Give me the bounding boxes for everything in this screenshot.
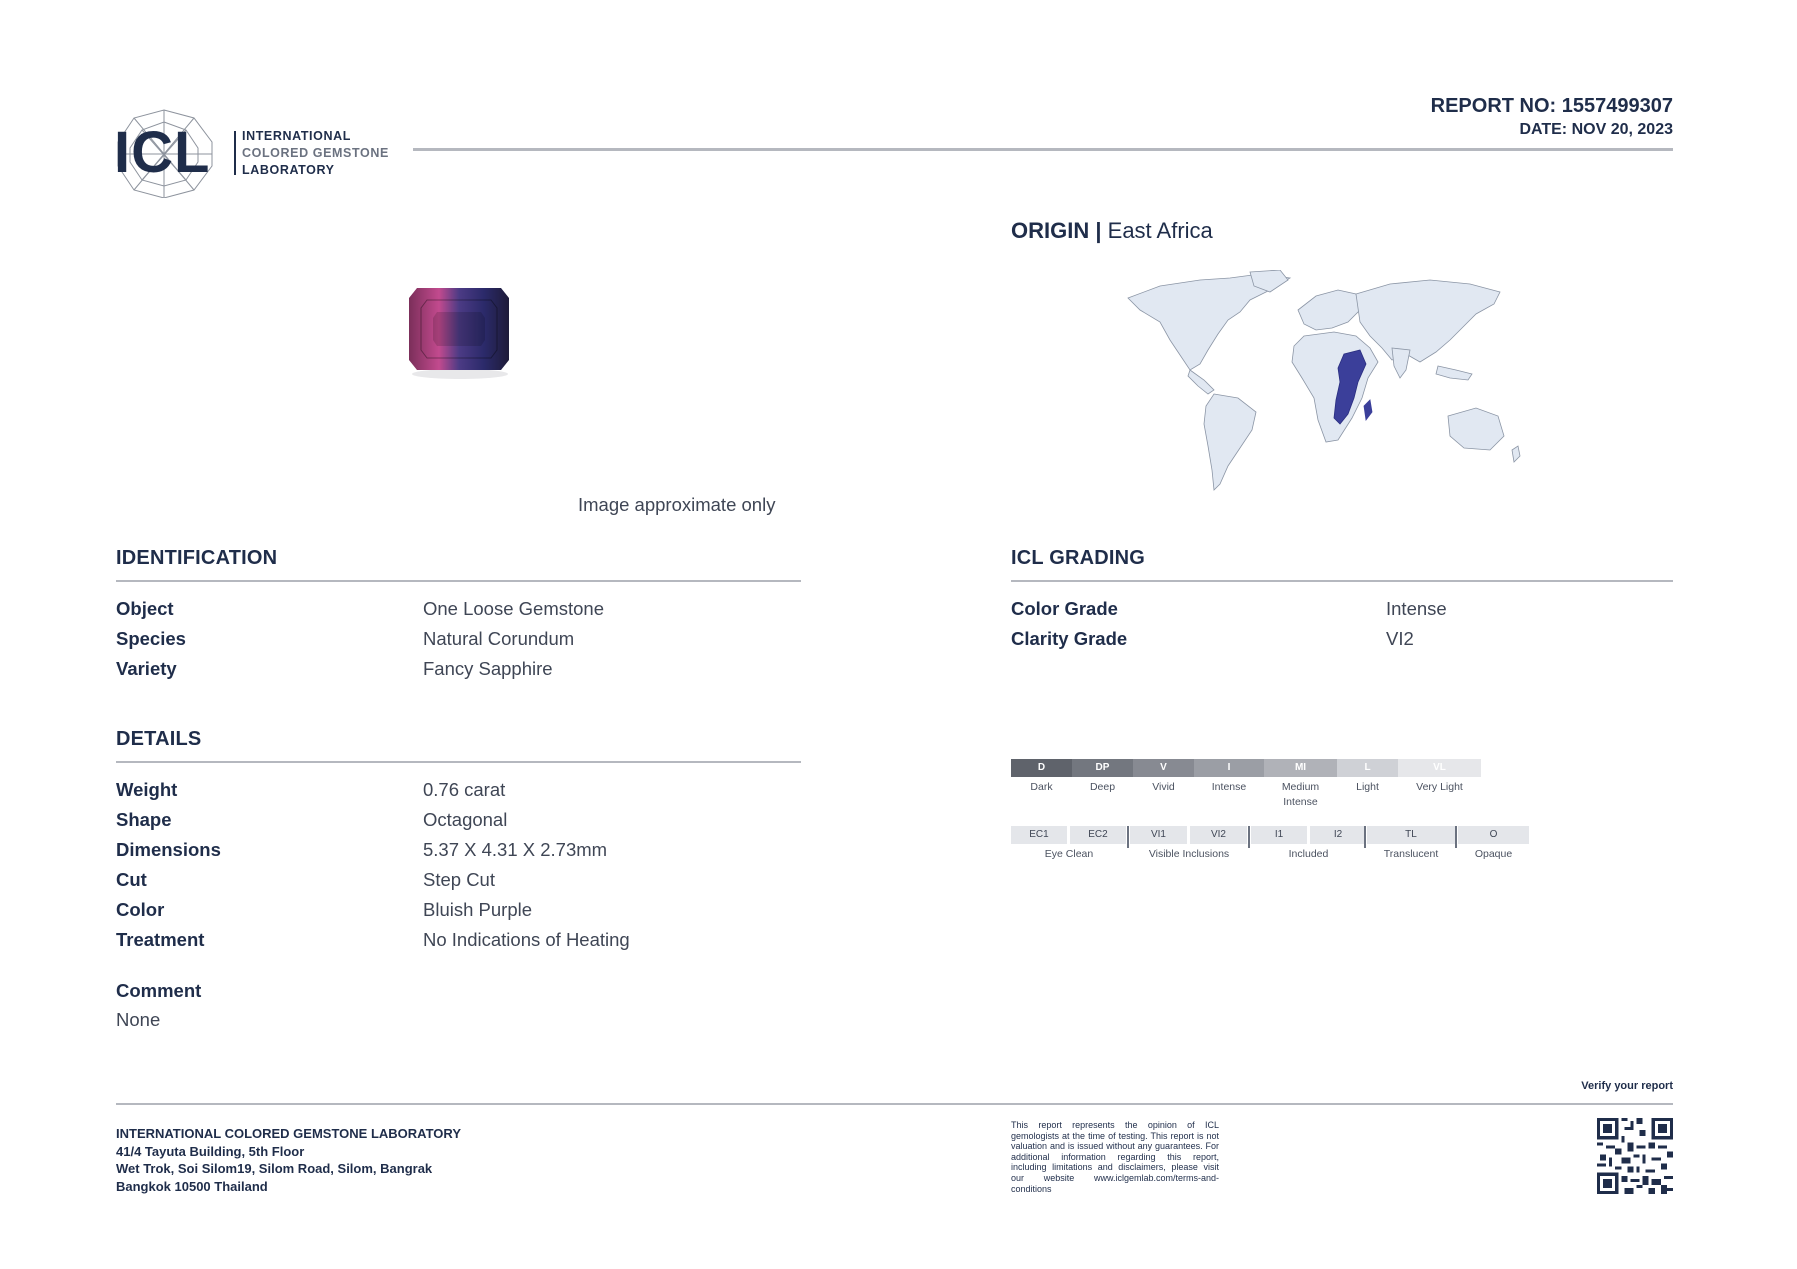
report-date-label: DATE: — [1519, 121, 1568, 138]
clarity-scale-ec2: EC2 — [1070, 826, 1126, 844]
gemstone-image — [405, 286, 515, 386]
grading-label-clarity: Clarity Grade — [1011, 628, 1128, 649]
details-label-shape: Shape — [116, 809, 172, 830]
color-scale-label-deep: Deep — [1089, 781, 1116, 793]
comment-value: None — [116, 1009, 161, 1030]
image-note: Image approximate only — [578, 494, 776, 515]
color-scale-label-dark: Dark — [1030, 781, 1053, 793]
grading-value-color: Intense — [1386, 598, 1447, 619]
details-label-color: Color — [116, 899, 165, 920]
disclaimer-text: This report represents the opinion of ICL gemologists at the time of testing. This report is not valuation and is issued without any guarantees. For additional information regarding this report, including limitations and disclaimers, please visit our website www.iclgemlab.com/terms-and-conditions — [1011, 1120, 1219, 1194]
details-divider — [116, 761, 801, 763]
origin-separator: | — [1095, 218, 1102, 243]
grading-title: ICL GRADING — [1011, 547, 1146, 569]
details-label-dimensions: Dimensions — [116, 839, 221, 860]
color-scale-vl: VL — [1398, 759, 1481, 777]
clarity-scale-vi2: VI2 — [1190, 826, 1247, 844]
details-value-weight: 0.76 carat — [423, 779, 506, 800]
verify-report-link[interactable]: Verify your report — [1581, 1080, 1673, 1092]
color-scale-label-medium: Medium — [1281, 781, 1320, 793]
identification-value-object: One Loose Gemstone — [423, 598, 604, 619]
identification-value-variety: Fancy Sapphire — [423, 658, 553, 679]
color-scale-v: V — [1133, 759, 1194, 777]
comment-label: Comment — [116, 980, 202, 1001]
header-divider — [413, 148, 1673, 151]
logo-letters: ICL — [114, 120, 211, 185]
clarity-separator — [1248, 826, 1250, 848]
origin-value: East Africa — [1107, 218, 1213, 243]
identification-label-object: Object — [116, 598, 174, 619]
clarity-scale-o: O — [1458, 826, 1529, 844]
details-title: DETAILS — [116, 728, 202, 750]
identification-value-species: Natural Corundum — [423, 628, 575, 649]
details-value-cut: Step Cut — [423, 869, 495, 890]
color-scale-label-medium-intense: Intense — [1283, 796, 1318, 808]
color-scale-label-light: Light — [1356, 781, 1379, 793]
clarity-separator — [1455, 826, 1457, 848]
color-scale-dp: DP — [1072, 759, 1133, 777]
color-scale-i: I — [1194, 759, 1264, 777]
color-scale-label-vivid: Vivid — [1152, 781, 1175, 793]
details-value-shape: Octagonal — [423, 809, 508, 830]
grading-divider — [1011, 580, 1673, 582]
clarity-separator — [1127, 826, 1129, 848]
details-value-treatment: No Indications of Heating — [423, 929, 630, 950]
logo-wordmark — [242, 128, 389, 179]
report-number-value: 1557499307 — [1561, 95, 1673, 117]
logo-line-3: LABORATORY — [242, 163, 335, 177]
report-date — [1519, 121, 1673, 139]
color-scale-mi: MI — [1264, 759, 1337, 777]
grading-label-color: Color Grade — [1011, 598, 1118, 619]
origin-label: ORIGIN — [1011, 218, 1090, 243]
clarity-group-eye-clean: Eye Clean — [1044, 848, 1094, 860]
color-scale-l: L — [1337, 759, 1398, 777]
details-value-dimensions: 5.37 X 4.31 X 2.73mm — [423, 839, 608, 860]
report-number-label: REPORT NO: — [1430, 95, 1557, 117]
identification-label-species: Species — [116, 628, 186, 649]
world-map — [1120, 270, 1550, 500]
footer-divider — [116, 1103, 1673, 1105]
grading-value-clarity: VI2 — [1386, 628, 1414, 649]
lab-name: INTERNATIONAL COLORED GEMSTONE LABORATORY — [116, 1126, 461, 1141]
lab-address — [116, 1125, 461, 1195]
details-value-color: Bluish Purple — [423, 899, 533, 920]
logo-line-2: COLORED GEMSTONE — [242, 146, 389, 160]
clarity-scale-i2: I2 — [1310, 826, 1366, 844]
color-scale-label-intense: Intense — [1211, 781, 1247, 793]
logo-line-1: INTERNATIONAL — [242, 129, 351, 143]
qr-code-icon — [1597, 1118, 1673, 1194]
address-line-3: Bangkok 10500 Thailand — [116, 1178, 268, 1194]
color-scale-d: D — [1011, 759, 1072, 777]
report-number — [1431, 95, 1673, 118]
details-label-weight: Weight — [116, 779, 178, 800]
address-line-2: Wet Trok, Soi Silom19, Silom Road, Silom, Bangrak — [116, 1161, 433, 1176]
clarity-group-translucent: Translucent — [1383, 848, 1439, 860]
identification-label-variety: Variety — [116, 658, 177, 679]
color-grade-scale — [1011, 759, 1481, 829]
clarity-grade-scale — [1011, 826, 1531, 866]
clarity-scale-ec1: EC1 — [1011, 826, 1067, 844]
clarity-scale-vi1: VI1 — [1130, 826, 1187, 844]
identification-divider — [116, 580, 801, 582]
origin-line — [1011, 218, 1213, 244]
clarity-group-opaque: Opaque — [1474, 848, 1513, 860]
world-map-graphic — [1120, 270, 1550, 495]
clarity-group-included: Included — [1288, 848, 1329, 860]
clarity-scale-i1: I1 — [1251, 826, 1307, 844]
clarity-group-visible-inclusions: Visible Inclusions — [1148, 848, 1230, 860]
logo-divider — [234, 131, 236, 175]
color-scale-label-very-light: Very Light — [1416, 781, 1463, 793]
details-label-cut: Cut — [116, 869, 147, 890]
report-date-value: NOV 20, 2023 — [1571, 121, 1673, 138]
address-line-1: 41/4 Tayuta Building, 5th Floor — [116, 1143, 305, 1159]
clarity-separator — [1364, 826, 1366, 848]
identification-title: IDENTIFICATION — [116, 547, 278, 569]
verification-qr-code[interactable] — [1597, 1118, 1673, 1194]
clarity-scale-tl: TL — [1367, 826, 1455, 844]
details-label-treatment: Treatment — [116, 929, 205, 950]
